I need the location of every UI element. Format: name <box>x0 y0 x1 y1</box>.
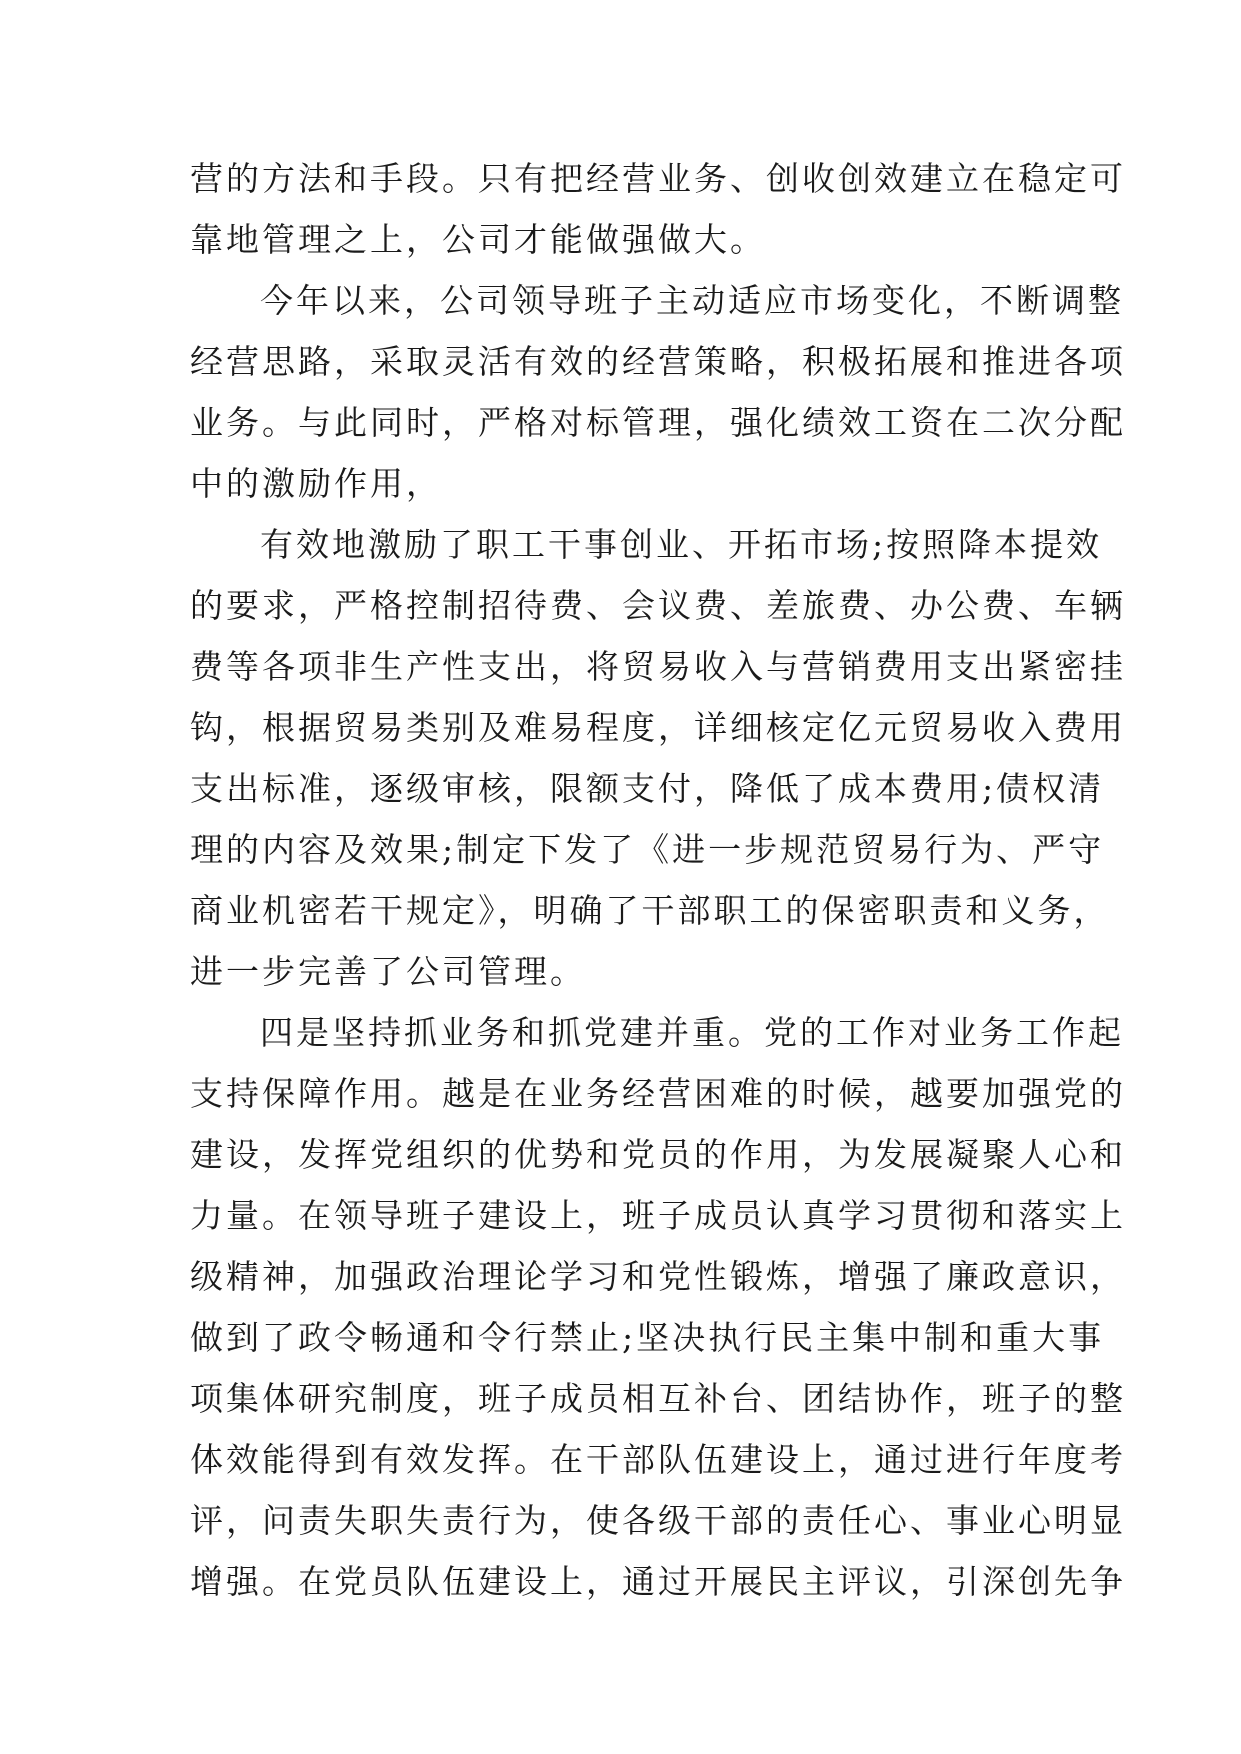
text-line: 项集体研究制度，班子成员相互补台、团结协作，班子的整 <box>190 1379 1126 1418</box>
text-line: 中的激励作用， <box>190 464 442 503</box>
paragraph-start-line: 今年以来，公司领导班子主动适应市场变化，不断调整 <box>260 281 1124 320</box>
text-line: 业务。与此同时，严格对标管理，强化绩效工资在二次分配 <box>190 403 1126 442</box>
text-line: 增强。在党员队伍建设上，通过开展民主评议，引深创先争 <box>190 1562 1126 1601</box>
text-line: 进一步完善了公司管理。 <box>190 952 586 991</box>
text-line: 力量。在领导班子建设上，班子成员认真学习贯彻和落实上 <box>190 1196 1126 1235</box>
text-line: 级精神，加强政治理论学习和党性锻炼，增强了廉政意识， <box>190 1257 1126 1296</box>
document-body <box>190 148 1126 1612</box>
text-line: 营的方法和手段。只有把经营业务、创收创效建立在稳定可 <box>190 159 1126 198</box>
text-line: 费等各项非生产性支出，将贸易收入与营销费用支出紧密挂 <box>190 647 1126 686</box>
text-line: 评，问责失职失责行为，使各级干部的责任心、事业心明显 <box>190 1501 1126 1540</box>
text-line: 建设，发挥党组织的优势和党员的作用，为发展凝聚人心和 <box>190 1135 1126 1174</box>
text-line: 支出标准，逐级审核，限额支付，降低了成本费用;债权清 <box>190 769 1105 808</box>
text-line: 商业机密若干规定》，明确了干部职工的保密职责和义务， <box>190 891 1110 930</box>
paragraph-start-line: 有效地激励了职工干事创业、开拓市场;按照降本提效 <box>260 525 1103 564</box>
text-line: 做到了政令畅通和令行禁止;坚决执行民主集中制和重大事 <box>190 1318 1105 1357</box>
text-line: 钩，根据贸易类别及难易程度，详细核定亿元贸易收入费用 <box>190 708 1126 747</box>
text-line: 理的内容及效果;制定下发了《进一步规范贸易行为、严守 <box>190 830 1105 869</box>
text-line: 支持保障作用。越是在业务经营困难的时候，越要加强党的 <box>190 1074 1126 1113</box>
text-line: 靠地管理之上，公司才能做强做大。 <box>190 220 766 259</box>
text-line: 的要求，严格控制招待费、会议费、差旅费、办公费、车辆 <box>190 586 1126 625</box>
text-line: 体效能得到有效发挥。在干部队伍建设上，通过进行年度考 <box>190 1440 1126 1479</box>
text-line: 经营思路，采取灵活有效的经营策略，积极拓展和推进各项 <box>190 342 1126 381</box>
paragraph-start-line: 四是坚持抓业务和抓党建并重。党的工作对业务工作起 <box>260 1013 1124 1052</box>
